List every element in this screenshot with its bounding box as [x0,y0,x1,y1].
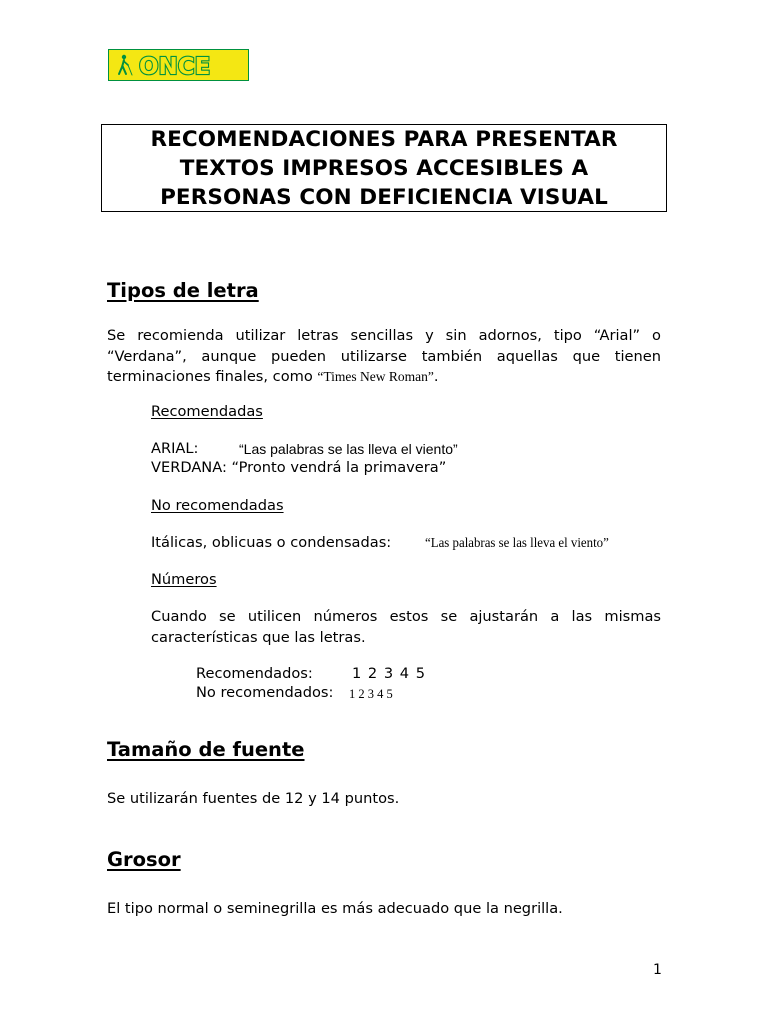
title-line-2: TEXTOS IMPRESOS ACCESIBLES A [179,155,589,181]
verdana-sample: “Pronto vendrá la primavera” [231,459,447,476]
times-new-roman-sample: “Times New Roman” [317,369,434,384]
arial-label: ARIAL: [151,440,199,457]
verdana-row [151,458,446,478]
grosor-paragraph: El tipo normal o seminegrilla es más adecuado que la negrilla. [107,900,563,917]
verdana-label: VERDANA: [151,459,227,476]
once-logo-icon [109,50,248,80]
title-line-1: RECOMENDACIONES PARA PRESENTAR [150,126,618,152]
recomendados-sample: 1 2 3 4 5 [352,665,426,682]
numeros-paragraph: Cuando se utilicen números estos se ajustarán a las mismas características que las letras. [151,608,661,646]
once-logo [108,49,249,81]
tipos-paragraph-text: Se recomienda utilizar letras sencillas y sin adornos, tipo “Arial” o “Verdana”, aunque pueden utilizarse también aquellas que tienen terminaciones finales, como [107,327,661,385]
label-no-recomendadas: No recomendadas [151,497,284,514]
tipos-paragraph [107,326,661,388]
arial-row [151,439,198,459]
page-number: 1 [653,962,662,978]
title-line-3: PERSONAS CON DEFICIENCIA VISUAL [160,184,608,210]
logo-text: ONCE [139,54,211,80]
label-recomendadas: Recomendadas [151,403,263,420]
no-recomendados-sample: 1 2 3 4 5 [349,687,393,701]
no-recomendados-label: No recomendados: [196,684,334,701]
heading-tipos-de-letra: Tipos de letra [107,279,259,302]
heading-tamano-de-fuente: Tamaño de fuente [107,738,305,761]
label-numeros: Números [151,571,217,588]
heading-grosor: Grosor [107,848,181,871]
recomendados-label: Recomendados: [196,665,313,682]
tamano-paragraph: Se utilizarán fuentes de 12 y 14 puntos. [107,790,400,807]
tipos-paragraph-end: . [433,368,439,385]
italicas-sample: “Las palabras se las lleva el viento” [425,536,609,551]
italicas-label: Itálicas, oblicuas o condensadas: [151,534,392,551]
arial-sample: “Las palabras se las lleva el viento” [239,441,458,457]
document-title [101,124,667,212]
